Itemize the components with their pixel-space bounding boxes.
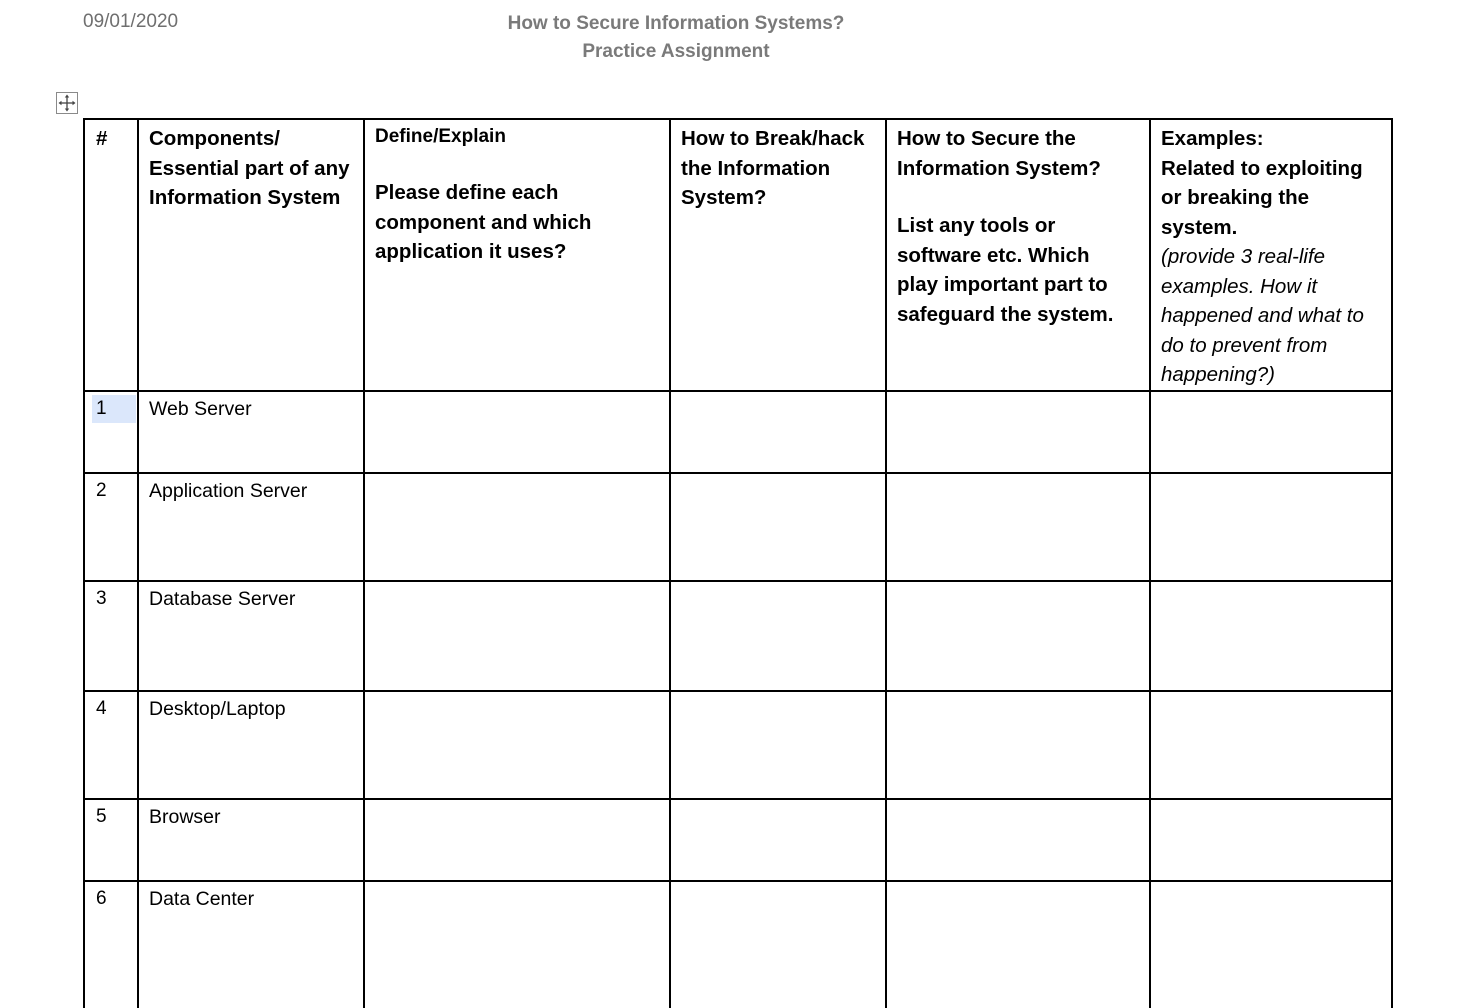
row-component-cell[interactable]: [138, 691, 364, 799]
row-secure-cell[interactable]: [886, 881, 1150, 1008]
header-secure-text: [887, 120, 1149, 329]
row-secure-cell[interactable]: [886, 581, 1150, 691]
row-component-cell[interactable]: [138, 581, 364, 691]
header-subtitle-line: Practice Assignment: [582, 41, 770, 62]
row-secure-cell[interactable]: [886, 799, 1150, 881]
header-secure-line: How to Secure the: [897, 127, 1076, 150]
row-define-cell[interactable]: [364, 691, 670, 799]
header-cell-secure[interactable]: [886, 119, 1150, 391]
row-component: Desktop/Laptop: [149, 697, 286, 720]
header-cell-examples[interactable]: [1150, 119, 1392, 391]
row-component-cell[interactable]: [138, 473, 364, 581]
row-examples-cell[interactable]: [1150, 691, 1392, 799]
header-examples-line: Related to exploiting: [1161, 156, 1363, 180]
row-define-cell[interactable]: [364, 391, 670, 473]
row-secure-cell[interactable]: [886, 473, 1150, 581]
header-components-line: Components/: [149, 127, 280, 150]
row-component-cell[interactable]: [138, 799, 364, 881]
header-secure-line: software etc. Which: [897, 243, 1090, 267]
header-examples-note-line: happening?): [1161, 363, 1275, 386]
row-secure-cell[interactable]: [886, 691, 1150, 799]
row-break-cell[interactable]: [670, 799, 886, 881]
row-number-cell[interactable]: [84, 581, 138, 691]
header-examples-note-line: do to prevent from: [1161, 333, 1328, 357]
table-row: [84, 691, 1392, 799]
header-define-text: [365, 120, 669, 267]
row-component: Database Server: [149, 587, 296, 610]
row-secure-cell[interactable]: [886, 391, 1150, 473]
row-break-cell[interactable]: [670, 391, 886, 473]
row-number-cell[interactable]: [84, 881, 138, 1008]
table-row: [84, 473, 1392, 581]
row-define-cell[interactable]: [364, 799, 670, 881]
row-number-cell[interactable]: [84, 391, 138, 473]
row-examples-cell[interactable]: [1150, 799, 1392, 881]
row-define-cell[interactable]: [364, 881, 670, 1008]
header-title-line: How to Secure Information Systems?: [507, 13, 845, 34]
header-cell-define[interactable]: [364, 119, 670, 391]
header-examples-text: [1151, 120, 1391, 390]
header-date: 09/01/2020: [83, 11, 179, 32]
row-number: 2: [96, 479, 107, 501]
row-component: Application Server: [149, 479, 308, 502]
row-number-cell[interactable]: [84, 799, 138, 881]
row-break-cell[interactable]: [670, 881, 886, 1008]
row-number: 6: [96, 887, 107, 909]
header-components-text: [139, 120, 363, 213]
header-define-line: Please define each: [375, 181, 559, 204]
header-cell-number[interactable]: [84, 119, 138, 391]
row-examples-cell[interactable]: [1150, 581, 1392, 691]
row-number-cell[interactable]: [84, 691, 138, 799]
header-cell-break[interactable]: [670, 119, 886, 391]
header-cell-components[interactable]: [138, 119, 364, 391]
row-number: 3: [96, 587, 107, 609]
row-define-cell[interactable]: [364, 473, 670, 581]
header-examples-note-line: (provide 3 real-life: [1161, 245, 1326, 268]
row-define-cell[interactable]: [364, 581, 670, 691]
header-examples-note-line: examples. How it: [1161, 274, 1318, 298]
row-break-cell[interactable]: [670, 691, 886, 799]
row-examples-cell[interactable]: [1150, 391, 1392, 473]
row-number: 4: [96, 697, 107, 719]
table-row: [84, 799, 1392, 881]
row-number: 1: [92, 395, 136, 423]
header-break-line: the Information: [681, 156, 831, 180]
row-break-cell[interactable]: [670, 473, 886, 581]
header-components-line: Information System: [149, 186, 341, 209]
row-component: Web Server: [149, 397, 252, 420]
assignment-table: [83, 118, 1393, 1008]
row-component-cell[interactable]: [138, 881, 364, 1008]
header-secure-line: safeguard the system.: [897, 302, 1114, 326]
header-break-line: System?: [681, 186, 767, 209]
header-define-line: component and which: [375, 210, 592, 234]
row-component: Data Center: [149, 887, 255, 910]
row-component-cell[interactable]: [138, 391, 364, 473]
row-examples-cell[interactable]: [1150, 881, 1392, 1008]
header-examples-line: or breaking the: [1161, 186, 1310, 209]
header-number-label: #: [96, 127, 108, 150]
row-component: Browser: [149, 805, 221, 828]
header-break-line: How to Break/hack: [681, 127, 865, 150]
table-row: [84, 581, 1392, 691]
table-row: [84, 881, 1392, 1008]
header-components-line: Essential part of any: [149, 156, 350, 180]
header-secure-line: play important part to: [897, 273, 1108, 296]
table-move-handle-icon[interactable]: [56, 92, 78, 114]
header-break-text: [671, 120, 885, 213]
row-number: 5: [96, 805, 107, 827]
row-examples-cell[interactable]: [1150, 473, 1392, 581]
header-define-line: application it uses?: [375, 240, 567, 263]
header-define-title: Define/Explain: [375, 126, 506, 147]
table-header-row: [84, 119, 1392, 391]
header-examples-line: Examples:: [1161, 127, 1264, 150]
header-secure-line: List any tools or: [897, 214, 1056, 237]
header-examples-line: system.: [1161, 215, 1238, 239]
row-number-cell[interactable]: [84, 473, 138, 581]
header-title: [476, 10, 876, 66]
header-secure-line: Information System?: [897, 156, 1101, 180]
row-break-cell[interactable]: [670, 581, 886, 691]
header-examples-note-line: happened and what to: [1161, 304, 1364, 327]
table-row: [84, 391, 1392, 473]
